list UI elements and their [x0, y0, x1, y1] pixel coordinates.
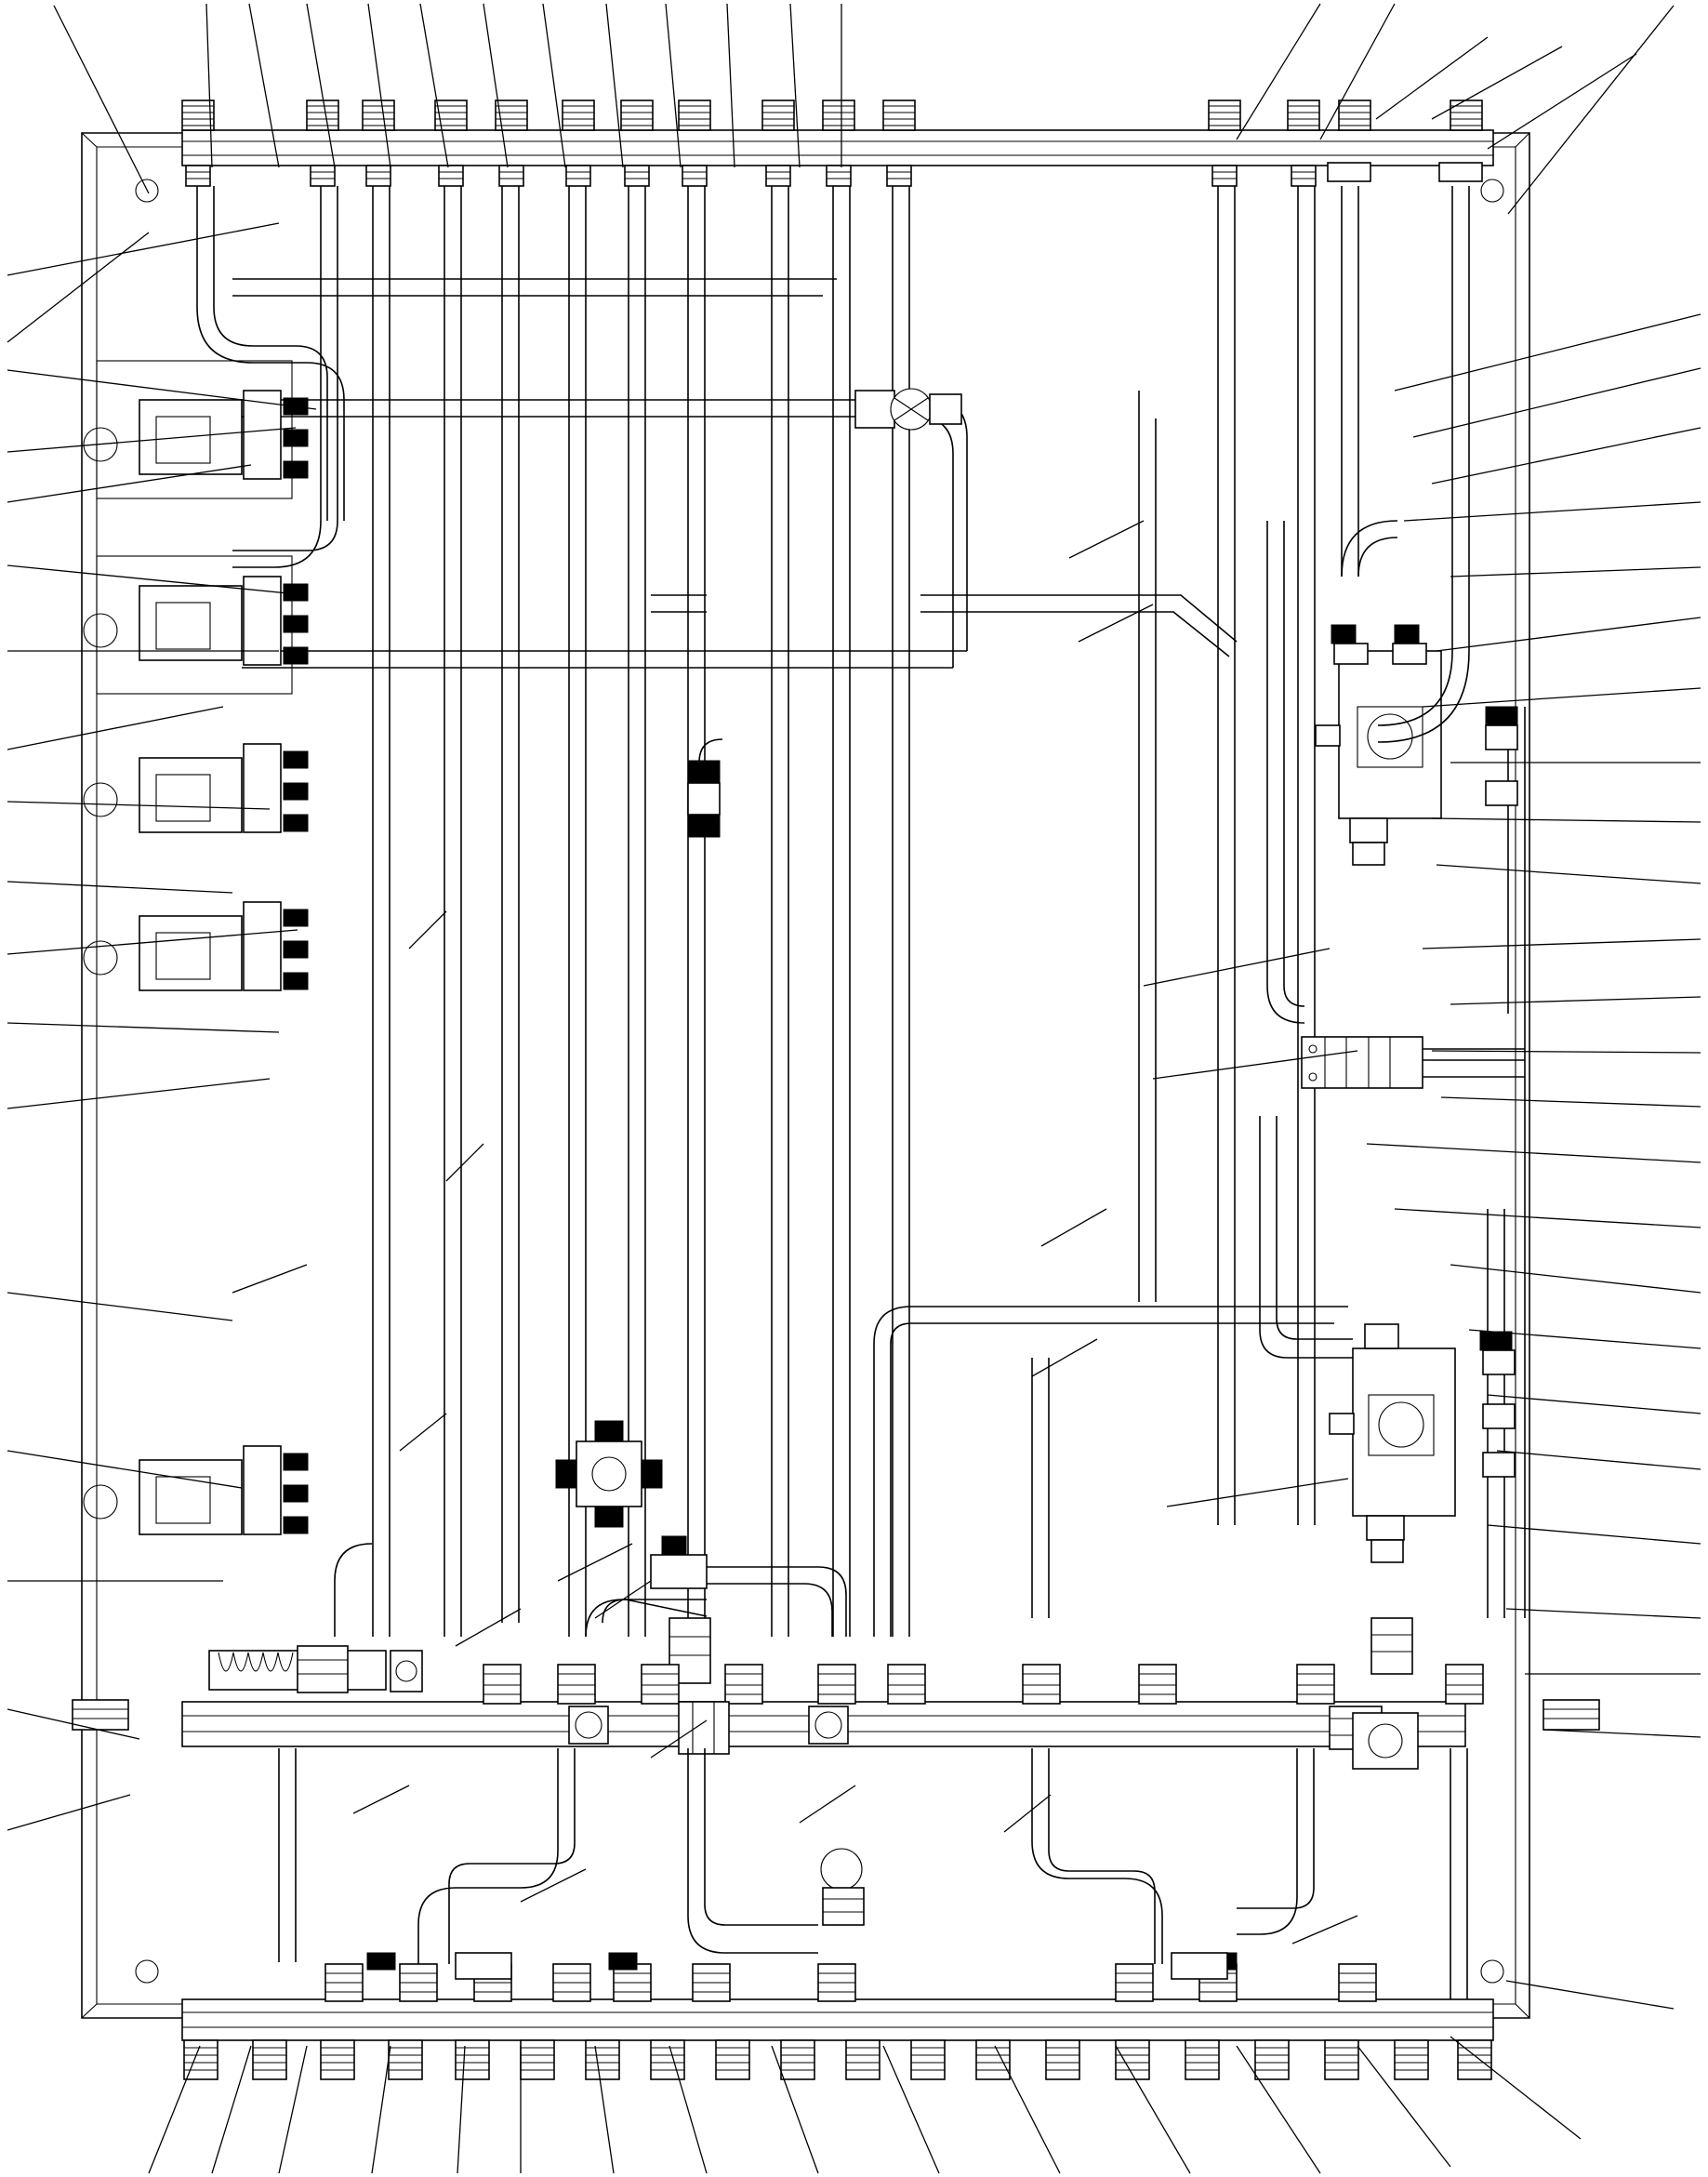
cross-fitting-center: [556, 1421, 662, 1527]
diagonal-tube: [920, 595, 1237, 657]
tee-fitting-center: [651, 1536, 710, 1683]
spring-detail: [209, 1646, 422, 1692]
bottom-area-fittings: [325, 1849, 1376, 2001]
horizontal-tube-runs: [232, 279, 1348, 1323]
right-valve-block-lower: [1330, 1324, 1455, 1562]
gauge-fitting: [855, 389, 961, 430]
top-manifold-rail: [182, 130, 1493, 166]
leader-lines: [7, 4, 1701, 2173]
right-lower-fittings: [1353, 707, 1517, 1769]
left-valve-block-stack: [84, 361, 308, 1534]
right-valve-block-upper: [1316, 625, 1441, 865]
center-small-manifold: [1302, 1037, 1423, 1088]
bottom-manifold-rail: [182, 1999, 1493, 2040]
bottom-bulkhead-ports: [184, 2040, 1491, 2079]
vertical-tube-runs: [197, 186, 1469, 1637]
